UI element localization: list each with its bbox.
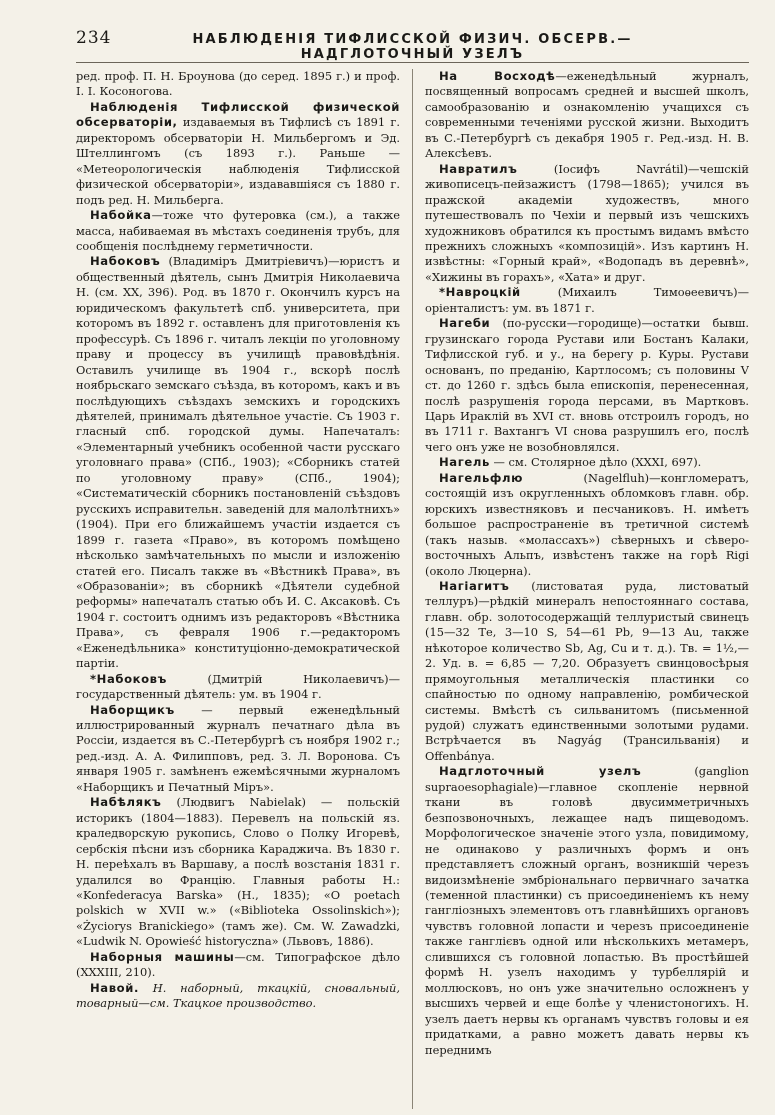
dictionary-entry — [76, 981, 400, 1012]
entry-text: —тоже что футеровка (см.), а также масса, набиваемая въ мѣстахъ соединенія трубъ, для сообщенія послѣднему герметичности. — [76, 208, 400, 253]
entry-text: (ganglion supraoesophagiale)—главное скопленіе нервной ткани въ головѣ двусимметричныхъ безпозвоночныхъ, лежащее надъ пищеводомъ. Морфологическое значеніе этого узла, повидимому, не одинаково у различныхъ формъ и онъ представляетъ сложный органъ, возникшій черезъ видоизмѣненіе эмбріональнаго первичнаго зачатка (теменной пластинки) съ присоединеніемъ къ нему гангліозныхъ элементовъ отъ главнѣйшихъ органовъ чувствъ головной лопасти и черезъ присоединеніе также ганглієвъ одной или нѣсколькихъ метамеръ, слившихся съ головной лопастью. Въ простѣйшей формѣ Н. узелъ находимъ у турбеллярій и моллюсковъ, но онъ уже значительно осложненъ у высшихъ червей и еще болѣе у членистоногихъ. Н. узелъ даетъ нервы къ органамъ чувствъ головы и ея придатками, а равно можетъ давать нервы къ переднимъ — [425, 764, 749, 1057]
dictionary-entry — [425, 69, 749, 162]
entry-text: — первый еженедѣльный иллюстрированный журналъ печатнаго дѣла въ Россіи, издается въ С.-Петербургѣ съ ноября 1902 г.; ред.-изд. А. А. Филипповъ, ред. З. Л. Воронова. Съ января 1905 г. замѣненъ ежемѣсячными журналомъ «Наборщикъ и Печатный Міръ». — [76, 702, 400, 794]
entry-headword: Нагель — [439, 455, 490, 470]
page-header — [76, 28, 749, 63]
entry-headword: *Навроцкій — [439, 285, 521, 300]
entry-headword: Наборныя машины — [90, 949, 235, 964]
entry-headword: Нагеби — [439, 316, 491, 331]
dictionary-entry — [76, 208, 400, 254]
entry-text: —еженедѣльный журналъ, посвященный вопросамъ средней и высшей школъ, самообразованію и ознакомленію учащихся съ современными теченіями русской жизни. Выходитъ въ С.-Петербургѣ съ декабря 1905 г. Ред.-изд. Н. В. Алексѣевъ. — [425, 69, 749, 161]
entry-text: (Владиміръ Дмитріевичъ)—юристъ и общественный дѣятель, сынъ Дмитрія Николаевича Н. (см. XX, 396). Род. въ 1870 г. Окончилъ курсъ на юридическомъ факультетѣ спб. университета, при которомъ въ 1892 г. оставленъ для приготовленія къ профессурѣ. Съ 1896 г. читалъ лекціи по уголовному праву и процессу въ училищѣ правовѣдѣнія. Оставилъ училище въ 1904 г., вскорѣ послѣ ноябрьскаго земскаго съѣзда, въ которомъ, какъ и въ послѣдующихъ съѣздахъ земскихъ и городскихъ дѣятелей, принималъ дѣятельное участіе. Съ 1903 г. гласный спб. городской думы. Напечаталъ: «Элементарный учебникъ особенной части русскаго уголовнаго права» (СПб., 1903); «Сборникъ статей по уголовному праву» (СПб., 1904); «Систематическій сборникъ постановленій съѣздовъ русскихъ исправительн. заведеній для малолѣтнихъ» (1904). При его ближайшемъ участіи издается съ 1899 г. газета «Право», въ которомъ помѣщено нѣсколько замѣчательныхъ по мысли и изложенію статей его. Писалъ также въ «Вѣстникѣ Права», въ «Образованіи»; въ сборникѣ «Дѣятели судебной реформы» напечаталъ статью объ И. С. Аксаковѣ. Съ 1904 г. состоитъ однимъ изъ редакторовъ «Вѣстника Права», съ февраля 1906 г.—редакторомъ «Еженедѣльника» конституціонно-демократической партіи. — [76, 254, 400, 671]
left-column — [76, 69, 400, 1109]
entry-text: издаваемыя въ Тифлисѣ съ 1891 г. директоромъ обсерваторіи Н. Мильбергомъ и Эд. Штеллингомъ (съ 1893 г.). Раньше — «Метеорологическія наблюденія Тифлисской физической обсерваторіи», издававшіяся съ 1880 г. подъ ред. Н. Мильберга. — [76, 115, 400, 207]
entry-headword: *Набоковъ — [90, 671, 167, 686]
dictionary-entry — [425, 162, 749, 286]
entry-text: ред. проф. П. Н. Броунова (до серед. 1895 г.) и проф. І. І. Косоногова. — [76, 69, 400, 99]
right-column — [425, 69, 749, 1109]
dictionary-entry — [76, 950, 400, 981]
dictionary-entry — [76, 672, 400, 703]
entry-text: (листоватая руда, листоватый теллуръ)—рѣдкій минералъ непостояннаго состава, главн. обр. золотосодержащій теллуристый свинецъ (15—32 Те, 3—10 S, 54—61 Pb, 9—13 Au, также нѣкоторое количество Sb, Ag, Cu и т. д.). Тв. = 1½,—2. Уд. в. = 6,85 — 7,20. Образуетъ свинцовосѣрыя прямоугольныя металлическія пластинки со спайностью по одному направленію, ромбической системы. Вмѣстѣ съ сильванитомъ (письменной рудой) служатъ единственными золотыми рудами. Встрѣчается въ Nagyág (Трансильванія) и Offenbánya. — [425, 578, 749, 763]
entry-text: (по-русски—городище)—остатки бывш. грузинскаго города Рустави или Бостанъ Калаки, Тифлисской губ. и у., на берегу р. Куры. Рустави основанъ, по преданію, Картлосомъ; съ половины V ст. до 1260 г. здѣсь была епископія, перенесенная, послѣ разрушенія города персами, въ Мартковъ. Царь Ираклій въ XVI ст. вновь отстроилъ городъ, но въ 1711 г. Вахтангъ VI снова разрушилъ его, послѣ чего онъ уже не возобновлялся. — [425, 316, 749, 454]
text-columns — [76, 69, 749, 1109]
entry-text: —см. Типографское дѣло (XXXIII, 210). — [76, 949, 400, 980]
entry-text: (Людвигъ Nabielak) — польскій историкъ (1804—1883). Перевелъ на польскій яз. краледворскую рукопись, Слово о Полку Игоревѣ, сербскія пѣсни изъ сборника Караджича. Въ 1830 г. Н. переѣхалъ въ Варшаву, а послѣ возстанія 1831 г. удалился во Францію. Главныя работы Н.: «Konfederacya Barska» (Н., 1835); «О poetach polskich w XVII w.» («Biblioteka Ossolinskich»); «Życiorys Branickiego» (тамъ же). См. W. Zawadzki, «Ludwik N. Opowieść historyczna» (Львовъ, 1886). — [76, 795, 400, 949]
dictionary-entry — [425, 455, 749, 470]
column-divider — [412, 69, 413, 1109]
entry-headword: Навратилъ — [439, 161, 518, 176]
entry-headword: Набоковъ — [90, 254, 161, 269]
dictionary-entry — [76, 254, 400, 671]
dictionary-entry — [76, 69, 400, 100]
dictionary-entry — [425, 285, 749, 316]
entry-headword: Нагельфлю — [439, 470, 523, 485]
dictionary-entry — [76, 703, 400, 796]
dictionary-entry — [425, 471, 749, 579]
entry-headword: Навой. — [90, 980, 139, 995]
dictionary-entry — [76, 795, 400, 950]
entry-text: Н. наборный, ткацкій, сновальный, товарный—см. Ткацкое производство. — [76, 980, 400, 1011]
running-title: НАБЛЮДЕНІЯ ТИФЛИССКОЙ ФИЗИЧ. ОБСЕРВ.—НАДГЛОТОЧНЫЙ УЗЕЛЪ — [192, 32, 633, 62]
dictionary-entry — [425, 316, 749, 455]
entry-headword: Наблюденія Тифлисской физической обсерваторіи, — [76, 99, 400, 130]
entry-headword: Наборщикъ — [90, 702, 175, 717]
entry-text: (Nagelfluh)—конгломератъ, состоящій изъ округленныхъ обломковъ главн. обр. юрскихъ известняковъ и песчаниковъ. Н. имѣетъ большое распространеніе въ третичной системѣ (такъ назыв. «молассахъ») сѣверныхъ и сѣверо-восточныхъ Альпъ, извѣстенъ также на горѣ Rigi (около Люцерна). — [425, 470, 749, 578]
page-number: 234 — [76, 28, 112, 48]
entry-text: (Іосифъ Navrátil)—чешскій живописецъ-пейзажистъ (1798—1865); учился въ пражской академіи художествъ, много путешествовалъ по Чехіи и первый изъ чешскихъ художниковъ обратился къ простымъ видамъ вмѣсто прежнихъ сложныхъ «композицій». Изъ картинъ Н. извѣстны: «Горный край», «Водопадъ въ деревнѣ», «Хижины въ горахъ», «Хата» и друг. — [425, 161, 749, 284]
entry-text: — см. Столярное дѣло (XXXI, 697). — [489, 455, 702, 470]
entry-text: (Михаилъ Тимоѳеевичъ)—оріенталистъ: ум. въ 1871 г. — [425, 285, 749, 315]
entry-headword: Набойка — [90, 208, 152, 223]
dictionary-entry — [76, 100, 400, 208]
dictionary-entry — [425, 764, 749, 1058]
entry-headword: На Восходѣ — [439, 69, 556, 83]
entry-headword: Надглоточный узелъ — [439, 764, 642, 779]
entry-text: (Дмитрій Николаевичъ)—государственный дѣятель: ум. въ 1904 г. — [76, 671, 400, 702]
entry-headword: Набѣлякъ — [90, 795, 162, 810]
entry-headword: Нагіагитъ — [439, 578, 510, 593]
dictionary-entry — [425, 579, 749, 764]
